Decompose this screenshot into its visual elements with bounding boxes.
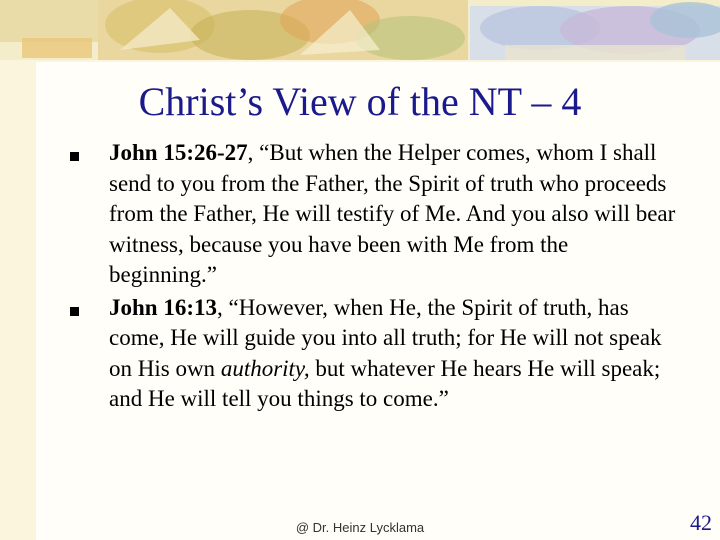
scripture-reference: John 16:13 — [109, 294, 217, 320]
footer-credit: @ Dr. Heinz Lycklama — [295, 520, 425, 535]
emphasized-text: authority, — [220, 355, 310, 381]
bullet-item — [70, 293, 680, 415]
bullet-text: , “But when the Helper comes, whom I shall send to you from the Father, the Spirit of truth who proceeds from the Father, He will testify of Me. And you also will bear witness, because you have been with Me from the beginning.” — [109, 140, 676, 287]
bullet-text: , “However, when He, the Spirit of truth, has come, He will guide you into all truth; for He will not speak on His own — [109, 294, 662, 381]
bullet-item — [70, 138, 680, 291]
scripture-reference: John 15:26-27 — [109, 140, 248, 165]
slide-title: Christ’s View of the NT – 4 — [138, 79, 582, 124]
bullet-list — [70, 138, 680, 417]
square-bullet-icon — [70, 307, 79, 316]
page-number: 42 — [690, 510, 712, 535]
bullet-text: but whatever He hears He will speak; and He will tell you things to come.” — [109, 355, 661, 411]
square-bullet-icon — [70, 152, 79, 161]
decorative-header-banner — [0, 0, 720, 60]
